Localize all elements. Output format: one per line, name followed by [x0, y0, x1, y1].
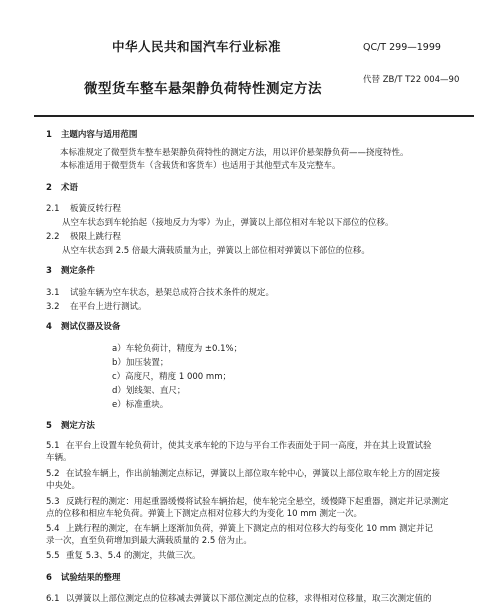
clause-5-1-line-2: 车辆。 [46, 453, 72, 463]
clause-5-4-line-1: 上跳行程的测定，在车辆上逐渐加负荷，弹簧上下测定点的相对位移大约每变化 10 mm 测定并记 [66, 524, 433, 534]
section-number: 4 [46, 322, 52, 332]
section-number: 2 [46, 183, 52, 193]
section-5-heading [46, 421, 95, 432]
clause-5-2-line-1: 在试验车辆上，作出前轴测定点标记，弹簧以上部位取车轮中心，弹簧以上部位取车轮上方的固定接 [66, 469, 441, 479]
clause-5-2-line-2: 中央处。 [46, 481, 81, 491]
clause-3-2-text: 在平台上进行测试。 [70, 302, 147, 312]
clause-5-5-number: 5.5 [46, 551, 60, 561]
section-title: 主题内容与适用范围 [60, 130, 138, 140]
clause-5-4-line-2: 录一次，直至负荷增加到最大满载质量的 2.5 倍为止。 [46, 536, 252, 546]
standard-code: QC/T 299—1999 [363, 42, 441, 53]
term-2-2-number: 2.2 [46, 232, 60, 242]
clause-3-2-number: 3.2 [46, 302, 60, 312]
header-rule [34, 115, 474, 117]
section-4-heading [46, 322, 120, 333]
section-2-heading [46, 183, 78, 194]
section-3-heading [46, 266, 95, 277]
issuing-organization: 中华人民共和国汽车行业标准 [112, 39, 282, 54]
clause-6-1-text: 以弹簧以上部位测定点的位移减去弹簧以下部位测定点的位移，求得相对位移量，取三次测定值的 [66, 594, 432, 604]
section-1-heading [46, 130, 137, 141]
document-title: 微型货车整车悬架静负荷特性测定方法 [84, 81, 322, 97]
section-number: 1 [46, 130, 52, 140]
clause-3-1-text: 试验车辆为空车状态，悬架总成符合技术条件的规定。 [70, 288, 275, 298]
clause-3-1-number: 3.1 [46, 288, 60, 298]
equipment-item-c: c）高度尺，精度 1 000 mm； [112, 372, 231, 382]
equipment-item-a: a）车轮负荷计，精度为 ±0.1%； [112, 344, 243, 354]
section-1-paragraph-1: 本标准规定了微型货车整车悬架静负荷特性的测定方法，用以评价悬架静负荷——挠度特性。 [60, 148, 409, 158]
clause-5-2-number: 5.2 [46, 469, 60, 479]
equipment-item-e: e）标准重块。 [112, 400, 169, 410]
equipment-item-b: b）加压装置； [112, 358, 169, 368]
term-2-1-number: 2.1 [46, 204, 60, 214]
section-6-heading [46, 573, 120, 584]
section-title: 测定条件 [60, 266, 95, 276]
clause-6-1-number: 6.1 [46, 594, 60, 604]
section-number: 6 [46, 573, 52, 583]
clause-5-1-number: 5.1 [46, 441, 60, 451]
section-title: 试验结果的整理 [60, 573, 121, 583]
clause-5-3-line-2: 点的位移和相应车轮负荷。弹簧上下测定点相对位移大约为变化 10 mm 测定一次。 [46, 509, 362, 519]
clause-5-4-number: 5.4 [46, 524, 60, 534]
section-1-paragraph-2: 本标准适用于微型货车（含载货和客货车）也适用于其他型式车及完整车。 [60, 161, 341, 171]
section-title: 术语 [60, 183, 78, 193]
clause-5-5-text: 重复 5.3、5.4 的测定，共做三次。 [66, 551, 201, 561]
equipment-item-d: d）划线架、直尺； [112, 386, 186, 396]
section-title: 测定方法 [60, 421, 95, 431]
term-2-1-title: 板簧反转行程 [70, 204, 122, 214]
replaces-standard: 代替 ZB/T T22 004—90 [363, 75, 460, 85]
clause-5-1-line-1: 在平台上设置车轮负荷计，使其支承车轮的下边与平台工作表面处于同一高度，并在其上设置试验 [66, 441, 432, 451]
section-number: 5 [46, 421, 52, 431]
section-title: 测试仪器及设备 [60, 322, 121, 332]
section-number: 3 [46, 266, 52, 276]
term-2-2-definition: 从空车状态到 2.5 倍最大满载质量为止，弹簧以上部位相对弹簧以下部位的位移。 [62, 246, 370, 256]
clause-5-3-line-1: 反跳行程的测定：用起重器缓慢将试验车辆抬起，使车轮完全悬空，缓慢降下起重器，测定并记录测定 [66, 497, 449, 507]
clause-5-3-number: 5.3 [46, 497, 60, 507]
term-2-2-title: 极限上跳行程 [70, 232, 122, 242]
term-2-1-definition: 从空车状态到车轮抬起（接地反力为零）为止，弹簧以上部位相对车轮以下部位的位移。 [62, 218, 394, 228]
